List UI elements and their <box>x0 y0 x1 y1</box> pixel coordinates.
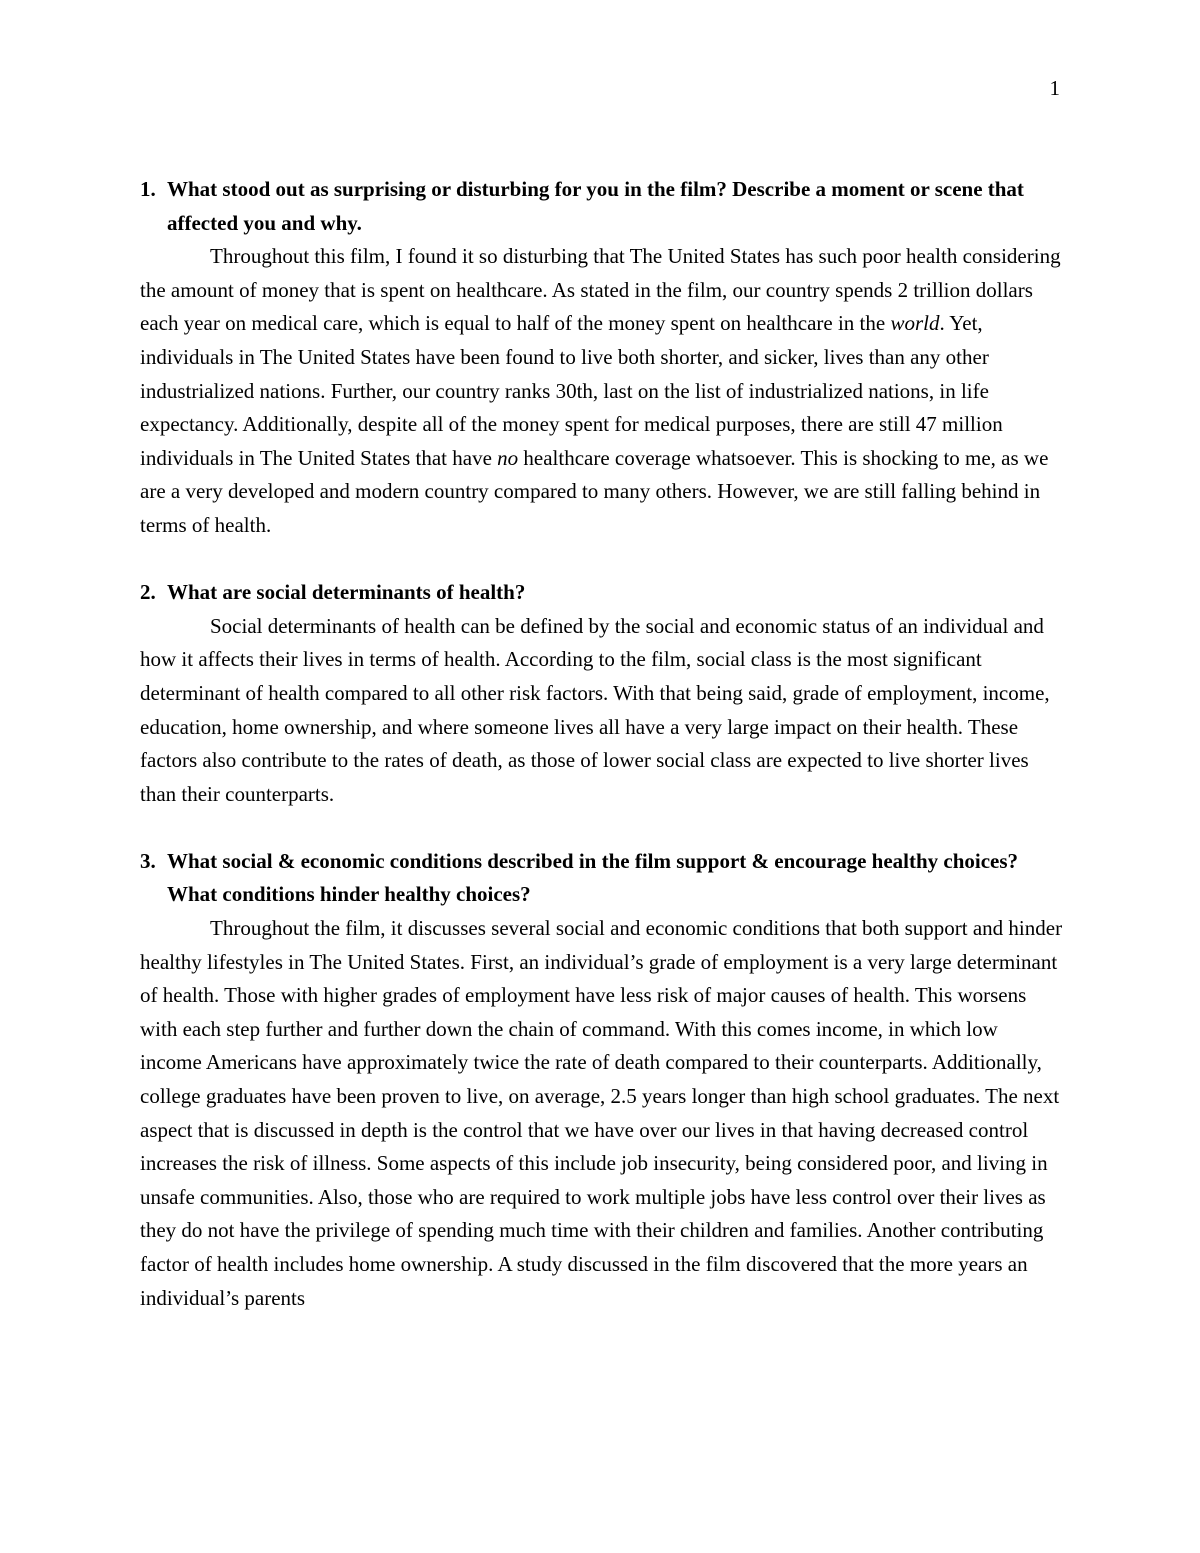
question-2-text: What are social determinants of health? <box>167 580 526 605</box>
answer-1-part-3: healthcare coverage whatsoever. This is shocking to me, as we are a very developed and modern country compared to many others. However, we are still falling behind in terms of health. <box>140 445 1049 537</box>
section-spacer <box>140 811 1064 845</box>
question-2 <box>140 576 1064 610</box>
answer-3: Throughout the film, it discusses several social and economic conditions that both support and hinder healthy lifestyles in The United States. First, an individual’s grade of employment is a very large determinant of health. Those with higher grades of employment have less risk of major causes of health. This worsens with each step further and further down the chain of command. With this comes income, in which low income Americans have approximately twice the rate of death compared to their counterparts. Additionally, college graduates have been proven to live, on average, 2.5 years longer than high school graduates. The next aspect that is discussed in depth is the control that we have over our lives in that having decreased control increases the risk of illness. Some aspects of this include job insecurity, being considered poor, and living in unsafe communities. Also, those who are required to work multiple jobs have less control over their lives as they do not have the privilege of spending much time with their children and families. Another contributing factor of health includes home ownership. A study discussed in the film discovered that the more years an individual’s parents <box>140 916 1063 1310</box>
answer-1-part-2: . Yet, individuals in The United States have been found to live both shorter, and sicker, lives than any other industrialized nations. Further, our country ranks 30th, last on the list of industrialized nations, in life expectancy. Additionally, despite all of the money spent for medical purposes, there are still 47 million individuals in The United States that have <box>140 311 1003 470</box>
page-number: 1 <box>1049 76 1060 100</box>
section-spacer <box>140 543 1064 577</box>
answer-1-emphasis-no: no <box>497 445 519 470</box>
question-1-number: 1. <box>140 177 156 201</box>
question-3 <box>140 845 1064 912</box>
question-1 <box>140 173 1064 240</box>
answer-1-part-1: Throughout this film, I found it so disturbing that The United States has such poor health considering the amount of money that is spent on healthcare. As stated in the film, our country spends 2 trillion dollars each year on medical care, which is equal to half of the money spent on healthcare in the <box>140 244 1061 336</box>
answer-1-emphasis-world: world <box>890 311 940 336</box>
question-1-text: What stood out as surprising or disturbing for you in the film? Describe a moment or scene that affected you and why. <box>167 177 1024 235</box>
answer-1 <box>140 240 1064 542</box>
question-3-number: 3. <box>140 848 156 873</box>
document-body <box>140 173 1064 1315</box>
question-3-text: What social & economic conditions described in the film support & encourage healthy choices? What conditions hinder healthy choices? <box>167 848 1019 907</box>
question-2-number: 2. <box>140 580 156 605</box>
answer-2: Social determinants of health can be defined by the social and economic status of an individual and how it affects their lives in terms of health. According to the film, social class is the most significant determinant of health compared to all other risk factors. With that being said, grade of employment, income, education, home ownership, and where someone lives all have a very large impact on their health. These factors also contribute to the rates of death, as those of lower social class are expected to live shorter lives than their counterparts. <box>140 613 1050 806</box>
